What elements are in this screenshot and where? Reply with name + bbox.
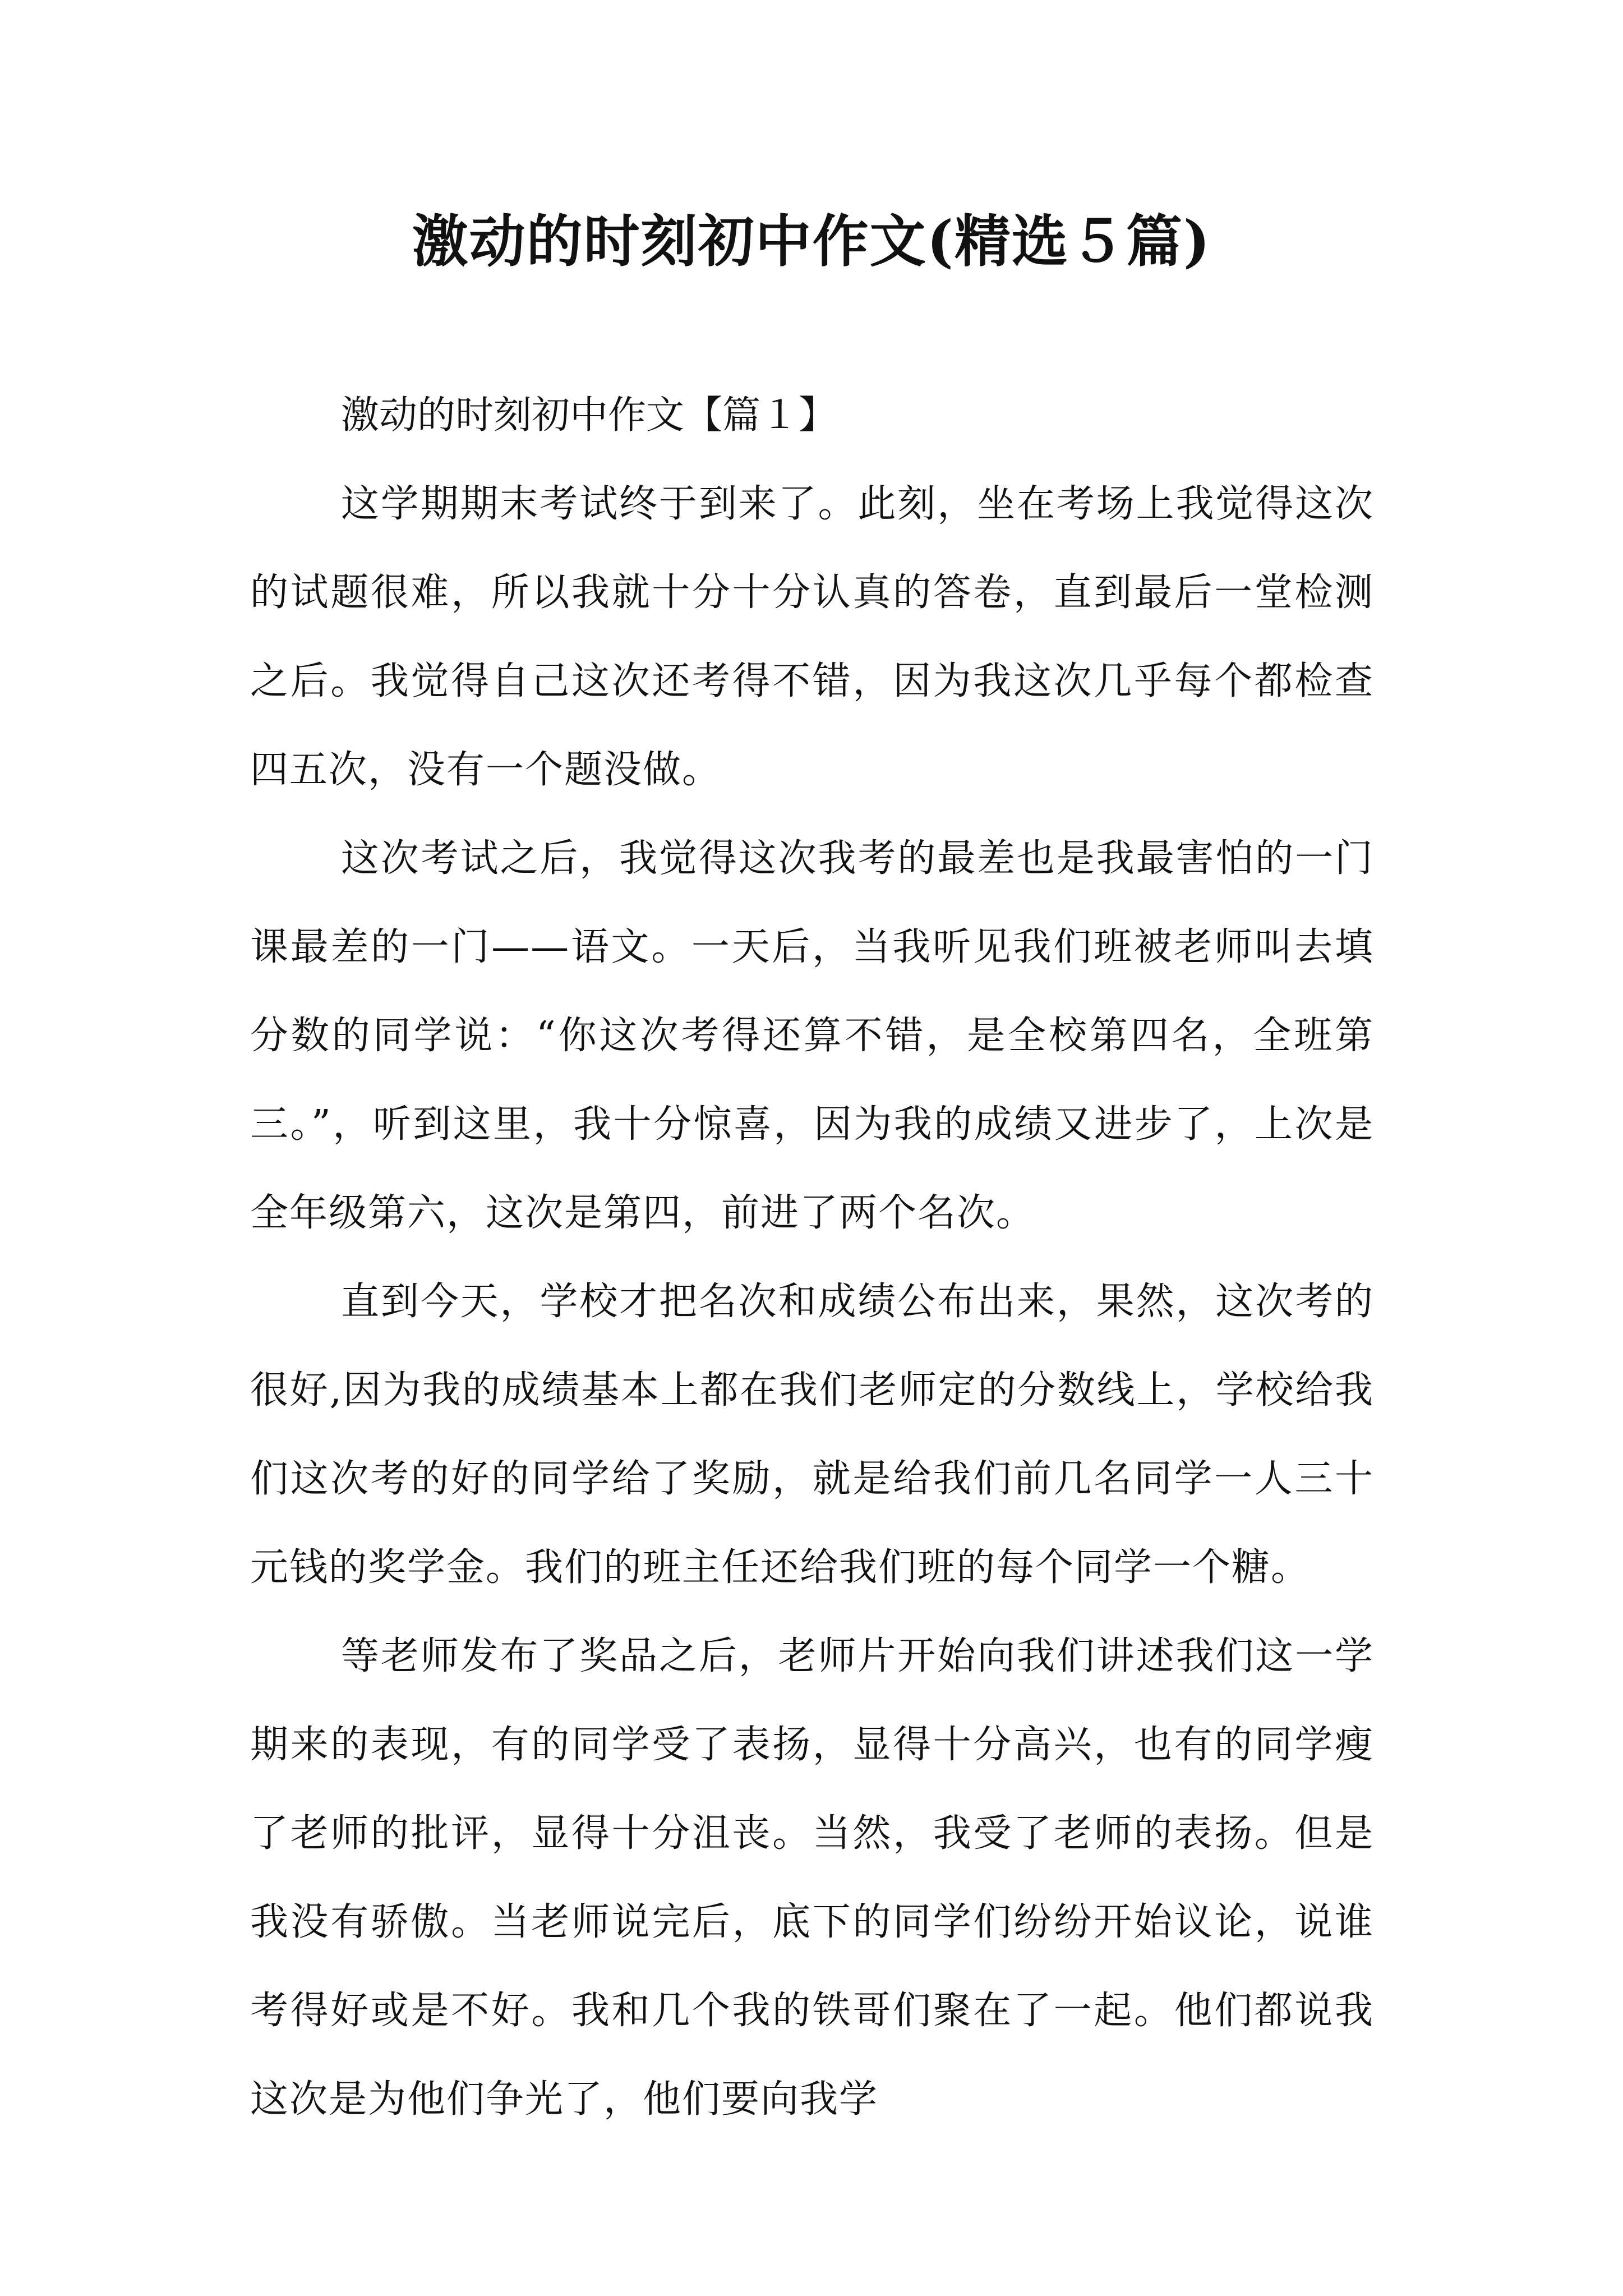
paragraph-2: 这次考试之后，我觉得这次我考的最差也是我最害怕的一门课最差的一门——语文。一天后，当我听见我们班被老师叫去填分数的同学说：“你这次考得还算不错，是全校第四名，全班第三。”，听到这里，我十分惊喜，因为我的成绩又进步了，上次是全年级第六，这次是第四，前进了两个名次。 (250, 836, 1375, 1235)
paragraph-1: 这学期期末考试终于到来了。此刻，坐在考场上我觉得这次的试题很难，所以我就十分十分认真的答卷，直到最后一堂检测之后。我觉得自己这次还考得不错，因为我这次几乎每个都检查四五次，没有一个题没做。 (250, 482, 1374, 792)
paragraph-4: 等老师发布了奖品之后，老师片开始向我们讲述我们这一学期来的表现，有的同学受了表扬，显得十分高兴，也有的同学瘦了老师的批评，显得十分沮丧。当然，我受了老师的表扬。但是我没有骄傲。当老师说完后，底下的同学们纷纷开始议论，说谁考得好或是不好。我和几个我的铁哥们聚在了一起。他们都说我这次是为他们争光了，他们要向我学 (250, 1634, 1374, 2122)
paragraph-3: 直到今天，学校才把名次和成绩公布出来，果然，这次考的很好,因为我的成绩基本上都在我们老师定的分数线上，学校给我们这次考的好的同学给了奖励，就是给我们前几名同学一人三十元钱的奖学金。我们的班主任还给我们班的每个同学一个糖。 (250, 1280, 1374, 1590)
section-heading: 激动的时刻初中作文【篇１】 (341, 393, 837, 438)
document-title: 激动的时刻初中作文(精选５篇) (412, 208, 1211, 274)
document-body (250, 371, 1374, 2144)
